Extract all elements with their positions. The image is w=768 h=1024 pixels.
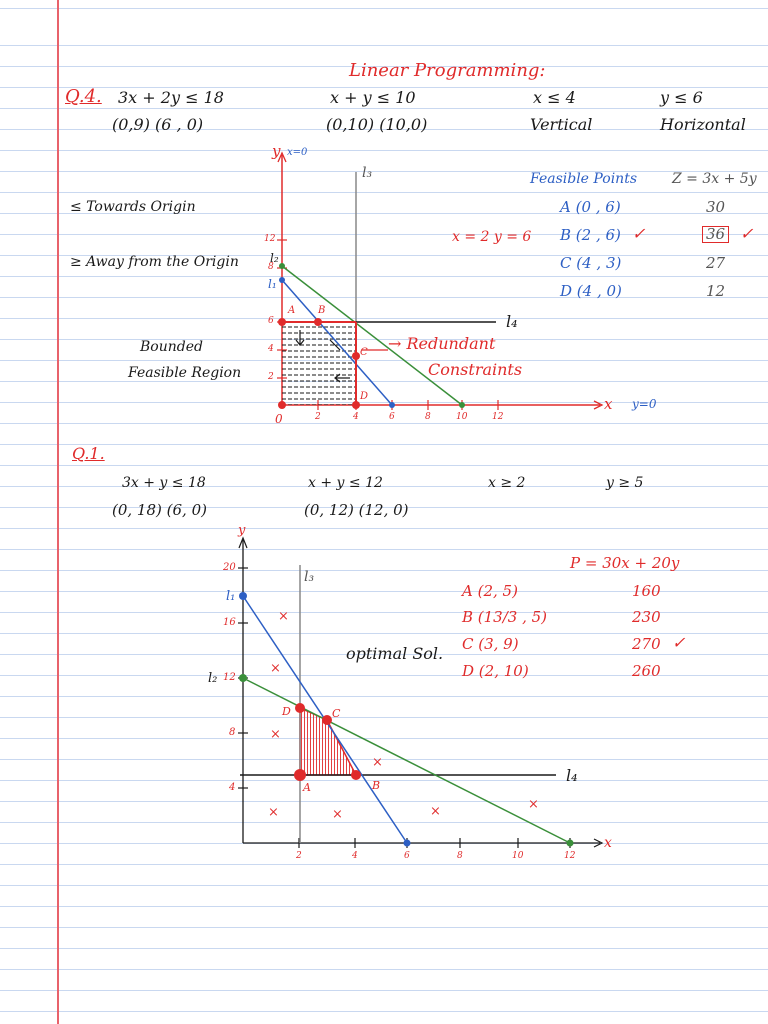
q1-tick-x-6: 6	[404, 851, 410, 861]
cross-mark: ×	[278, 609, 289, 624]
q4-region-label-2: Feasible Region	[128, 365, 242, 381]
q4-note-away-origin: ≥ Away from the Origin	[70, 254, 239, 270]
cross-mark: ×	[430, 804, 441, 819]
q4-vertex-c-label: C	[360, 347, 368, 358]
q1-tick-y-4: 4	[229, 782, 236, 793]
q1-vertex-a-label: A	[303, 781, 311, 794]
q4-region-label-1: Bounded	[140, 339, 203, 355]
q1-tick-y-8: 8	[229, 727, 236, 738]
q1-vertex-d-label: D	[282, 705, 291, 718]
q1-vertex-c-label: C	[332, 707, 341, 720]
q1-tick-y-20: 20	[223, 562, 236, 573]
q4-origin-label: 0	[275, 412, 283, 426]
q4-table-header-points: Feasible Points	[530, 171, 638, 187]
q1-label-l2: l₂	[208, 671, 218, 686]
q1-tick-x-10: 10	[512, 851, 524, 861]
q1-line-l2	[243, 678, 570, 843]
q1-tick-x-2: 2	[296, 851, 302, 861]
q1-constraint-1-points: (0, 18) (6, 0)	[112, 501, 207, 519]
q1-label-l3: l₃	[304, 569, 315, 585]
q4-axis-x-label: x	[604, 395, 613, 413]
q4-intersection-note: x = 2 y = 6	[452, 229, 532, 245]
q1-constraint-2-points: (0, 12) (12, 0)	[304, 501, 409, 519]
q4-z-c: 27	[706, 254, 726, 272]
q1-p-c-check: ✓	[672, 633, 686, 652]
q4-tick-x-4: 4	[353, 412, 359, 422]
q4-note-towards-origin: ≤ Towards Origin	[70, 199, 196, 215]
q4-point-b-check: ✓	[632, 224, 646, 243]
q1-tick-x-8: 8	[457, 851, 463, 861]
q1-axis-y-label: y	[238, 523, 246, 538]
q4-z-b: 36	[702, 226, 729, 243]
q1-vertex-b-dot	[351, 770, 361, 780]
q1-tick-x-12: 12	[564, 851, 576, 861]
q4-axis-y-label: y	[272, 142, 281, 160]
q4-redundant-label-1: → Redundant	[388, 334, 496, 353]
q4-tick-y-8: 8	[268, 262, 274, 272]
q1-optimal-label: optimal Sol.	[346, 644, 444, 663]
q1-vertex-d-dot	[295, 703, 305, 713]
q4-tick-y-4: 4	[268, 344, 274, 354]
q1-constraint-1: 3x + y ≤ 18	[122, 475, 206, 491]
q4-tick-x-10: 10	[456, 412, 468, 422]
q4-point-b: B (2 , 6)	[560, 226, 621, 244]
q4-tick-x-8: 8	[425, 412, 431, 422]
q4-point-c: C (4 , 3)	[560, 254, 622, 272]
q1-p-b: 230	[632, 608, 661, 626]
page-title: Linear Programming:	[349, 60, 546, 81]
cross-mark: ×	[372, 755, 383, 770]
q1-label-l4: l₄	[566, 766, 578, 785]
q4-vertex-d-label: D	[360, 391, 369, 402]
q1-constraint-4: y ≥ 5	[606, 475, 644, 491]
q4-label-l1: l₁	[268, 277, 277, 291]
q4-point-d: D (4 , 0)	[560, 282, 622, 300]
q1-label-l1: l₁	[226, 589, 236, 604]
q1-point-c: C (3, 9)	[462, 635, 519, 653]
q4-tick-y-6: 6	[268, 316, 274, 326]
q4-point-a: A (0 , 6)	[560, 198, 621, 216]
q1-label: Q.1.	[72, 444, 105, 463]
q4-constraint-3: x ≤ 4	[533, 88, 576, 107]
q4-vertex-b-label: B	[318, 305, 326, 316]
q1-axis-x-label: x	[604, 835, 612, 851]
q1-p-c: 270	[632, 635, 661, 653]
q4-label-l4: l₄	[506, 312, 518, 331]
q4-label: Q.4.	[65, 86, 102, 107]
q1-p-a: 160	[632, 582, 661, 600]
q4-constraint-2-points: (0,10) (10,0)	[326, 115, 428, 134]
q1-tick-y-16: 16	[223, 617, 236, 628]
q1-objective: P = 30x + 20y	[570, 554, 680, 572]
q4-axis-y-eq: x=0	[287, 147, 308, 158]
q1-tick-x-4: 4	[352, 851, 358, 861]
q4-tick-x-2: 2	[315, 412, 321, 422]
q4-constraint-4-points: Horizontal	[660, 115, 746, 134]
cross-mark: ×	[270, 661, 281, 676]
q4-axis-x-eq: y=0	[632, 397, 657, 411]
q4-constraint-1: 3x + 2y ≤ 18	[118, 88, 224, 107]
q4-redundant-label-2: Constraints	[428, 360, 523, 379]
q4-tick-y-2: 2	[268, 372, 274, 382]
q4-z-a: 30	[706, 198, 726, 216]
q1-constraint-3: x ≥ 2	[488, 475, 526, 491]
q1-vertex-c-dot	[322, 715, 332, 725]
q4-constraint-2: x + y ≤ 10	[330, 88, 416, 107]
q1-point-d: D (2, 10)	[462, 662, 529, 680]
q4-table-header-objective: Z = 3x + 5y	[672, 171, 757, 187]
q4-label-l2: l₂	[270, 251, 279, 265]
q4-tick-x-6: 6	[389, 412, 395, 422]
q4-constraint-4: y ≤ 6	[660, 88, 703, 107]
q4-label-l3: l₃	[362, 165, 373, 181]
q4-z-d: 12	[706, 282, 726, 300]
q1-point-a: A (2, 5)	[462, 582, 518, 600]
cross-mark: ×	[528, 797, 539, 812]
q1-vertex-b-label: B	[372, 779, 381, 792]
q1-p-d: 260	[632, 662, 661, 680]
cross-mark: ×	[270, 727, 281, 742]
q1-vertex-a-dot	[294, 769, 306, 781]
q4-vertex-a-label: A	[288, 305, 296, 316]
cross-mark: ×	[268, 805, 279, 820]
q4-constraint-3-points: Vertical	[530, 115, 593, 134]
q1-constraint-2: x + y ≤ 12	[308, 475, 383, 491]
q1-point-b: B (13/3 , 5)	[462, 608, 548, 626]
q4-tick-y-12: 12	[264, 234, 276, 244]
q4-z-b-check: ✓	[740, 224, 754, 243]
cross-mark: ×	[332, 807, 343, 822]
q4-tick-x-12: 12	[492, 412, 504, 422]
q1-tick-y-12: 12	[223, 672, 236, 683]
q4-constraint-1-points: (0,9) (6 , 0)	[112, 115, 204, 134]
